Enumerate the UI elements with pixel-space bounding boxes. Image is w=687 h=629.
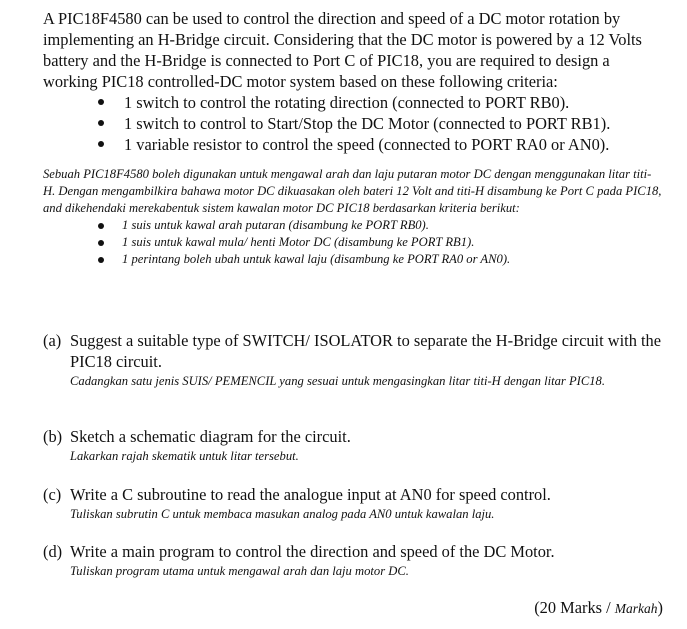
- question-label: (d): [43, 542, 63, 561]
- question-text-malay: Lakarkan rajah skematik untuk litar tersebut.: [70, 449, 299, 463]
- intro-malay: Sebuah PIC18F4580 boleh digunakan untuk mengawal arah dan laju putaran motor DC dengan menggunakan litar titi-H. Dengan mengambilkira bahawa motor DC dikuasakan oleh bateri 12 Volt and titi-H disambung ke Port C pada PIC18, and dikehendaki merekabentuk sistem kawalan motor DC PIC18 berdasarkan kriteria berikut:: [43, 167, 662, 215]
- question-text-malay: Tuliskan subrutin C untuk membaca masukan analog pada AN0 untuk kawalan laju.: [70, 507, 495, 521]
- criteria-item: 1 switch to control to Start/Stop the DC Motor (connected to PORT RB1).: [98, 113, 663, 134]
- question-text: Suggest a suitable type of SWITCH/ ISOLATOR to separate the H-Bridge circuit with the PIC18 circuit.: [70, 331, 662, 371]
- marks-label: (20 Marks /: [534, 598, 615, 617]
- intro-english: A PIC18F4580 can be used to control the direction and speed of a DC motor rotation by implementing an H-Bridge circuit. Considering that the DC motor is powered by a 12 Volts battery and the H-Bridge is connected to Port C of PIC18, you are required to design a working PIC18 controlled-DC motor system based on these following criteria:: [43, 9, 642, 91]
- criteria-item: 1 variable resistor to control the speed (connected to PORT RA0 or AN0).: [98, 134, 663, 155]
- criteria-item: 1 switch to control the rotating direction (connected to PORT RB0).: [98, 92, 663, 113]
- question-label: (c): [43, 485, 62, 504]
- question-text: Write a main program to control the direction and speed of the DC Motor.: [70, 542, 555, 561]
- question-page: [43, 8, 663, 268]
- question-c: [43, 484, 663, 523]
- question-d: [43, 541, 663, 580]
- marks-close: ): [657, 598, 663, 617]
- question-text-malay: Cadangkan satu jenis SUIS/ PEMENCIL yang sesuai untuk mengasingkan litar titi-H dengan litar PIC18.: [70, 374, 605, 388]
- criteria-item-malay: 1 suis untuk kawal arah putaran (disambung ke PORT RB0).: [98, 217, 663, 234]
- question-text: Write a C subroutine to read the analogue input at AN0 for speed control.: [70, 485, 551, 504]
- question-label: (a): [43, 331, 62, 350]
- criteria-item-malay: 1 perintang boleh ubah untuk kawal laju (disambung ke PORT RA0 or AN0).: [98, 251, 663, 268]
- question-text-malay: Tuliskan program utama untuk mengawal arah dan laju motor DC.: [70, 564, 409, 578]
- question-label: (b): [43, 427, 63, 446]
- marks-label-malay: Markah: [614, 601, 658, 616]
- criteria-item-malay: 1 suis untuk kawal mula/ henti Motor DC (disambung ke PORT RB1).: [98, 234, 663, 251]
- criteria-list-english: [98, 92, 663, 155]
- question-text: Sketch a schematic diagram for the circuit.: [70, 427, 351, 446]
- marks-total: [534, 598, 663, 618]
- criteria-list-malay: [98, 217, 663, 268]
- question-a: [43, 330, 663, 390]
- question-b: [43, 426, 663, 465]
